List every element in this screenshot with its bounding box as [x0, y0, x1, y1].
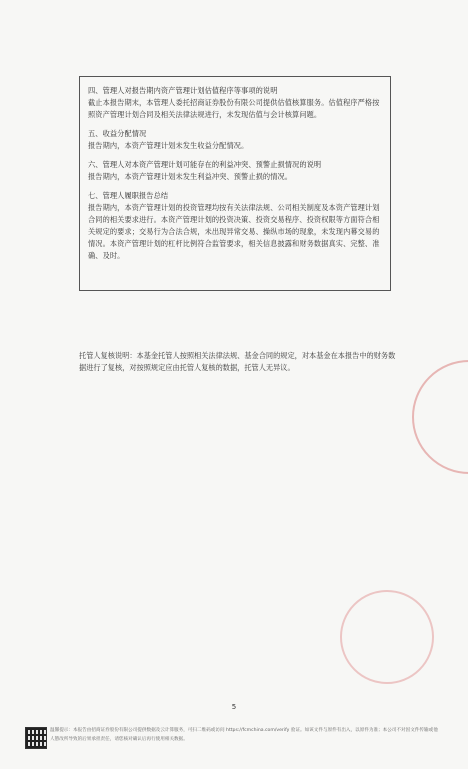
footer-disclaimer: 温馨提示：本报告由招商证券股份有限公司提供数据及云计算服务，可扫二维码或访问 https://fcmchina.com/verify 验证。如该文件与原件有出入，以原件为准；本公司不对因文件传输或他人篡改所导致的后果承担责任，请您核对确认后再行使用相关数据。 — [50, 728, 438, 742]
section-summary — [88, 190, 382, 262]
section-valuation — [88, 85, 382, 121]
section-body: 截止本报告期末，本管理人委托招商证券股份有限公司提供估值核算服务。估值程序严格按照资产管理计划合同及相关法律法规进行，未发现估值与会计核算问题。 — [88, 98, 380, 119]
section-title: 四、管理人对报告期内资产管理计划估值程序等事项的说明 — [88, 86, 278, 95]
section-body: 报告期内，本资产管理计划的投资管理均按有关法律法规、公司相关制度及本资产管理计划合同的相关要求进行。本资产管理计划的投资决策、投资交易程序、投资权限等方面符合相关规定的要求；交易行为合法合规，未出现异常交易、操纵市场的现象，未发现内幕交易的情况。本资产管理计划的杠杆比例符合监管要求，相关信息披露和财务数据真实、完整、准确、及时。 — [88, 203, 380, 260]
custodian-review-note: 托管人复核说明：本基金托管人按照相关法律法规、基金合同的规定，对本基金在本报告中的财务数据进行了复核，对按照规定应由托管人复核的数据，托管人无异议。 — [79, 351, 396, 373]
seal-stamp — [340, 590, 434, 684]
section-title: 六、管理人对本资产管理计划可能存在的利益冲突、预警止损情况的说明 — [88, 160, 322, 169]
section-title: 五、收益分配情况 — [88, 129, 147, 138]
section-body: 报告期内，本资产管理计划未发生收益分配情况。 — [88, 141, 249, 150]
section-conflict — [88, 159, 382, 183]
section-body: 报告期内，本资产管理计划未发生利益冲突、预警止损的情况。 — [88, 172, 293, 181]
section-distribution — [88, 128, 382, 152]
qr-code-icon — [25, 727, 47, 749]
report-sections-box — [79, 76, 391, 291]
section-title: 七、管理人履职报告总结 — [88, 191, 169, 200]
seal-stamp — [412, 360, 468, 474]
page-number: 5 — [231, 703, 237, 711]
